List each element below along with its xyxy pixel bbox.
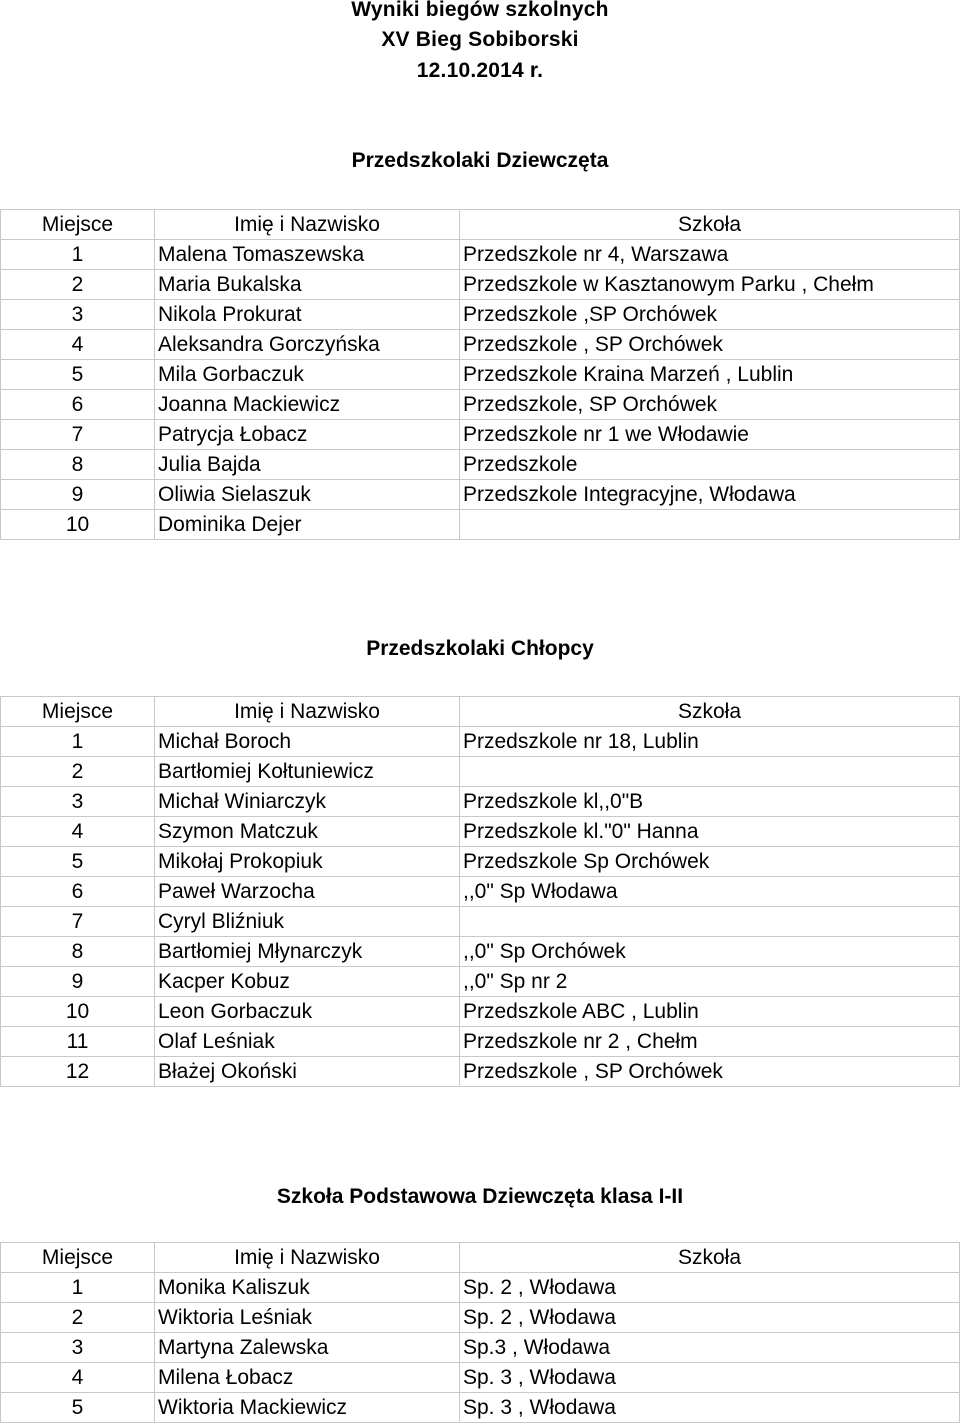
place-cell: 4 bbox=[1, 817, 155, 847]
section-title: Przedszkolaki Dziewczęta bbox=[351, 149, 609, 172]
place-cell: 12 bbox=[1, 1057, 155, 1087]
place-cell: 2 bbox=[1, 1303, 155, 1333]
name-cell: Aleksandra Gorczyńska bbox=[155, 330, 460, 360]
table-row bbox=[1, 1393, 960, 1423]
name-cell: Olaf Leśniak bbox=[155, 1027, 460, 1057]
name-cell: Szymon Matczuk bbox=[155, 817, 460, 847]
name-cell: Nikola Prokurat bbox=[155, 300, 460, 330]
name-cell: Patrycja Łobacz bbox=[155, 420, 460, 450]
place-cell: 5 bbox=[1, 1393, 155, 1423]
name-cell: Mikołaj Prokopiuk bbox=[155, 847, 460, 877]
school-cell: Przedszkole w Kasztanowym Parku , Chełm bbox=[460, 270, 960, 300]
name-cell: Bartłomiej Młynarczyk bbox=[155, 937, 460, 967]
school-cell: Przedszkole Kraina Marzeń , Lublin bbox=[460, 360, 960, 390]
table-row bbox=[1, 1273, 960, 1303]
section-title: Szkoła Podstawowa Dziewczęta klasa I-II bbox=[276, 1185, 684, 1208]
column-header-name: Imię i Nazwisko bbox=[155, 1243, 460, 1273]
table-row bbox=[1, 480, 960, 510]
school-cell bbox=[460, 510, 960, 540]
name-cell: Mila Gorbaczuk bbox=[155, 360, 460, 390]
name-cell: Martyna Zalewska bbox=[155, 1333, 460, 1363]
name-cell: Maria Bukalska bbox=[155, 270, 460, 300]
place-cell: 4 bbox=[1, 330, 155, 360]
column-header-place: Miejsce bbox=[1, 210, 155, 240]
table-row bbox=[1, 997, 960, 1027]
place-cell: 8 bbox=[1, 450, 155, 480]
school-cell: Sp.3 , Włodawa bbox=[460, 1333, 960, 1363]
table-header-row bbox=[1, 697, 960, 727]
table-row bbox=[1, 300, 960, 330]
column-header-place: Miejsce bbox=[1, 1243, 155, 1273]
place-cell: 9 bbox=[1, 480, 155, 510]
school-cell: Przedszkole, SP Orchówek bbox=[460, 390, 960, 420]
table-row bbox=[1, 270, 960, 300]
place-cell: 4 bbox=[1, 1363, 155, 1393]
table-header-row bbox=[1, 1243, 960, 1273]
name-cell: Malena Tomaszewska bbox=[155, 240, 460, 270]
place-cell: 1 bbox=[1, 727, 155, 757]
school-cell bbox=[460, 757, 960, 787]
table-row bbox=[1, 1303, 960, 1333]
place-cell: 2 bbox=[1, 757, 155, 787]
place-cell: 3 bbox=[1, 787, 155, 817]
school-cell: Sp. 2 , Włodawa bbox=[460, 1303, 960, 1333]
place-cell: 6 bbox=[1, 390, 155, 420]
table-row bbox=[1, 450, 960, 480]
table-row bbox=[1, 360, 960, 390]
column-header-name: Imię i Nazwisko bbox=[155, 210, 460, 240]
table-row bbox=[1, 967, 960, 997]
table-row bbox=[1, 390, 960, 420]
column-header-school: Szkoła bbox=[460, 1243, 960, 1273]
name-cell: Oliwia Sielaszuk bbox=[155, 480, 460, 510]
table-row bbox=[1, 907, 960, 937]
name-cell: Monika Kaliszuk bbox=[155, 1273, 460, 1303]
event-name: XV Bieg Sobiborski bbox=[381, 28, 579, 51]
place-cell: 7 bbox=[1, 420, 155, 450]
table-row bbox=[1, 847, 960, 877]
table-row bbox=[1, 937, 960, 967]
place-cell: 5 bbox=[1, 847, 155, 877]
section-preschool-girls bbox=[0, 142, 960, 540]
name-cell: Michał Boroch bbox=[155, 727, 460, 757]
results-table bbox=[0, 209, 960, 540]
section-title: Przedszkolaki Chłopcy bbox=[366, 637, 594, 660]
table-row bbox=[1, 330, 960, 360]
place-cell: 5 bbox=[1, 360, 155, 390]
event-date: 12.10.2014 r. bbox=[416, 59, 544, 82]
school-cell: Sp. 3 , Włodawa bbox=[460, 1363, 960, 1393]
school-cell: Przedszkole kl,,0"B bbox=[460, 787, 960, 817]
school-cell: Sp. 3 , Włodawa bbox=[460, 1393, 960, 1423]
name-cell: Bartłomiej Kołtuniewicz bbox=[155, 757, 460, 787]
school-cell: ,,0" Sp Włodawa bbox=[460, 877, 960, 907]
school-cell: Przedszkole , SP Orchówek bbox=[460, 1057, 960, 1087]
school-cell: Przedszkole nr 18, Lublin bbox=[460, 727, 960, 757]
column-header-name: Imię i Nazwisko bbox=[155, 697, 460, 727]
name-cell: Wiktoria Mackiewicz bbox=[155, 1393, 460, 1423]
table-header-row bbox=[1, 210, 960, 240]
name-cell: Wiktoria Leśniak bbox=[155, 1303, 460, 1333]
place-cell: 3 bbox=[1, 1333, 155, 1363]
section-preschool-boys bbox=[0, 630, 960, 1087]
table-row bbox=[1, 757, 960, 787]
place-cell: 1 bbox=[1, 1273, 155, 1303]
school-cell: Przedszkole kl."0" Hanna bbox=[460, 817, 960, 847]
school-cell: Przedszkole Integracyjne, Włodawa bbox=[460, 480, 960, 510]
name-cell: Dominika Dejer bbox=[155, 510, 460, 540]
school-cell: Przedszkole ,SP Orchówek bbox=[460, 300, 960, 330]
table-row bbox=[1, 1057, 960, 1087]
school-cell: Przedszkole bbox=[460, 450, 960, 480]
place-cell: 2 bbox=[1, 270, 155, 300]
results-table bbox=[0, 696, 960, 1087]
place-cell: 7 bbox=[1, 907, 155, 937]
name-cell: Joanna Mackiewicz bbox=[155, 390, 460, 420]
table-row bbox=[1, 1363, 960, 1393]
school-cell: Przedszkole nr 1 we Włodawie bbox=[460, 420, 960, 450]
school-cell: Sp. 2 , Włodawa bbox=[460, 1273, 960, 1303]
school-cell: ,,0" Sp nr 2 bbox=[460, 967, 960, 997]
column-header-school: Szkoła bbox=[460, 697, 960, 727]
place-cell: 3 bbox=[1, 300, 155, 330]
table-row bbox=[1, 420, 960, 450]
school-cell: ,,0" Sp Orchówek bbox=[460, 937, 960, 967]
place-cell: 10 bbox=[1, 510, 155, 540]
table-row bbox=[1, 877, 960, 907]
table-row bbox=[1, 240, 960, 270]
table-row bbox=[1, 727, 960, 757]
name-cell: Cyryl Bliźniuk bbox=[155, 907, 460, 937]
results-table bbox=[0, 1242, 960, 1423]
table-row bbox=[1, 1333, 960, 1363]
name-cell: Kacper Kobuz bbox=[155, 967, 460, 997]
place-cell: 11 bbox=[1, 1027, 155, 1057]
school-cell: Przedszkole ABC , Lublin bbox=[460, 997, 960, 1027]
column-header-school: Szkoła bbox=[460, 210, 960, 240]
place-cell: 10 bbox=[1, 997, 155, 1027]
name-cell: Paweł Warzocha bbox=[155, 877, 460, 907]
place-cell: 1 bbox=[1, 240, 155, 270]
school-cell: Przedszkole , SP Orchówek bbox=[460, 330, 960, 360]
section-primary-girls-1-2 bbox=[0, 1178, 960, 1423]
name-cell: Milena Łobacz bbox=[155, 1363, 460, 1393]
name-cell: Leon Gorbaczuk bbox=[155, 997, 460, 1027]
table-row bbox=[1, 787, 960, 817]
place-cell: 6 bbox=[1, 877, 155, 907]
table-row bbox=[1, 817, 960, 847]
place-cell: 9 bbox=[1, 967, 155, 997]
school-cell: Przedszkole nr 2 , Chełm bbox=[460, 1027, 960, 1057]
place-cell: 8 bbox=[1, 937, 155, 967]
name-cell: Julia Bajda bbox=[155, 450, 460, 480]
name-cell: Michał Winiarczyk bbox=[155, 787, 460, 817]
table-row bbox=[1, 1027, 960, 1057]
document-title: Wyniki biegów szkolnych bbox=[351, 0, 609, 21]
school-cell bbox=[460, 907, 960, 937]
column-header-place: Miejsce bbox=[1, 697, 155, 727]
school-cell: Przedszkole nr 4, Warszawa bbox=[460, 240, 960, 270]
school-cell: Przedszkole Sp Orchówek bbox=[460, 847, 960, 877]
table-row bbox=[1, 510, 960, 540]
name-cell: Błażej Okoński bbox=[155, 1057, 460, 1087]
